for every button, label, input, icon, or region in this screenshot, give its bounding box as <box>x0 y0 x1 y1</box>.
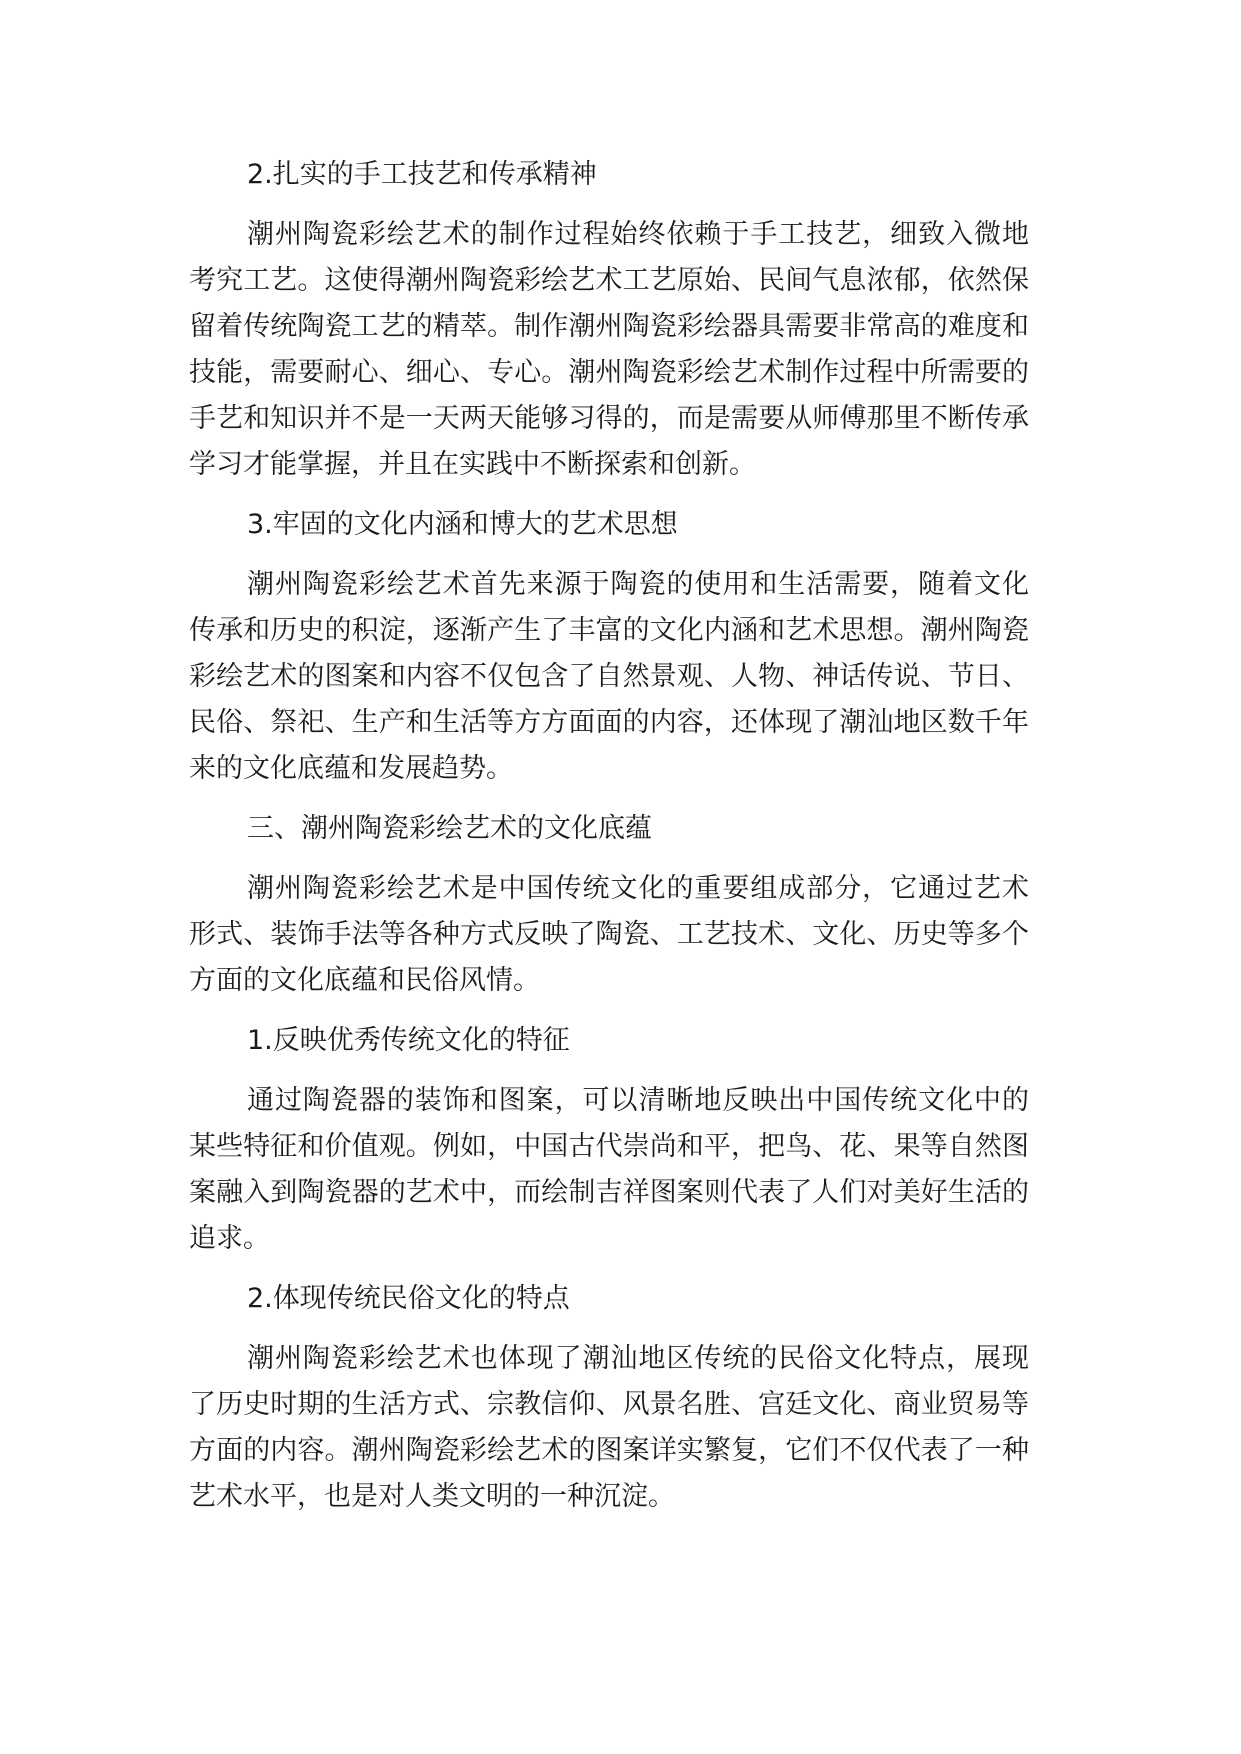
section-heading-traditional-culture: 1.反映优秀传统文化的特征 <box>247 1025 570 1056</box>
chapter-heading-cultural-heritage: 三、潮州陶瓷彩绘艺术的文化底蕴 <box>247 813 652 844</box>
section-heading-cultural-connotation: 3.牢固的文化内涵和博大的艺术思想 <box>247 509 678 540</box>
document-body <box>189 152 1029 1534</box>
paragraph-folk-culture: 潮州陶瓷彩绘艺术也体现了潮汕地区传统的民俗文化特点，展现了历史时期的生活方式、宗教信仰、风景名胜、宫廷文化、商业贸易等方面的内容。潮州陶瓷彩绘艺术的图案详实繁复，它们不仅代表了一种艺术水平，也是对人类文明的一种沉淀。 <box>189 1343 1029 1512</box>
paragraph-cultural-connotation: 潮州陶瓷彩绘艺术首先来源于陶瓷的使用和生活需要，随着文化传承和历史的积淀，逐渐产生了丰富的文化内涵和艺术思想。潮州陶瓷彩绘艺术的图案和内容不仅包含了自然景观、人物、神话传说、节日、民俗、祭祀、生产和生活等方方面面的内容，还体现了潮汕地区数千年来的文化底蕴和发展趋势。 <box>189 569 1029 784</box>
paragraph-craft-inheritance: 潮州陶瓷彩绘艺术的制作过程始终依赖于手工技艺，细致入微地考究工艺。这使得潮州陶瓷彩绘艺术工艺原始、民间气息浓郁，依然保留着传统陶瓷工艺的精萃。制作潮州陶瓷彩绘器具需要非常高的难度和技能，需要耐心、细心、专心。潮州陶瓷彩绘艺术制作过程中所需要的手艺和知识并不是一天两天能够习得的，而是需要从师傅那里不断传承学习才能掌握，并且在实践中不断探索和创新。 <box>189 219 1029 480</box>
section-heading-craft-inheritance: 2.扎实的手工技艺和传承精神 <box>247 159 597 190</box>
paragraph-traditional-culture: 通过陶瓷器的装饰和图案，可以清晰地反映出中国传统文化中的某些特征和价值观。例如，中国古代崇尚和平，把鸟、花、果等自然图案融入到陶瓷器的艺术中，而绘制吉祥图案则代表了人们对美好生活的追求。 <box>189 1085 1029 1254</box>
paragraph-cultural-heritage: 潮州陶瓷彩绘艺术是中国传统文化的重要组成部分，它通过艺术形式、装饰手法等各种方式反映了陶瓷、工艺技术、文化、历史等多个方面的文化底蕴和民俗风情。 <box>189 873 1029 996</box>
section-heading-folk-culture: 2.体现传统民俗文化的特点 <box>247 1283 570 1314</box>
